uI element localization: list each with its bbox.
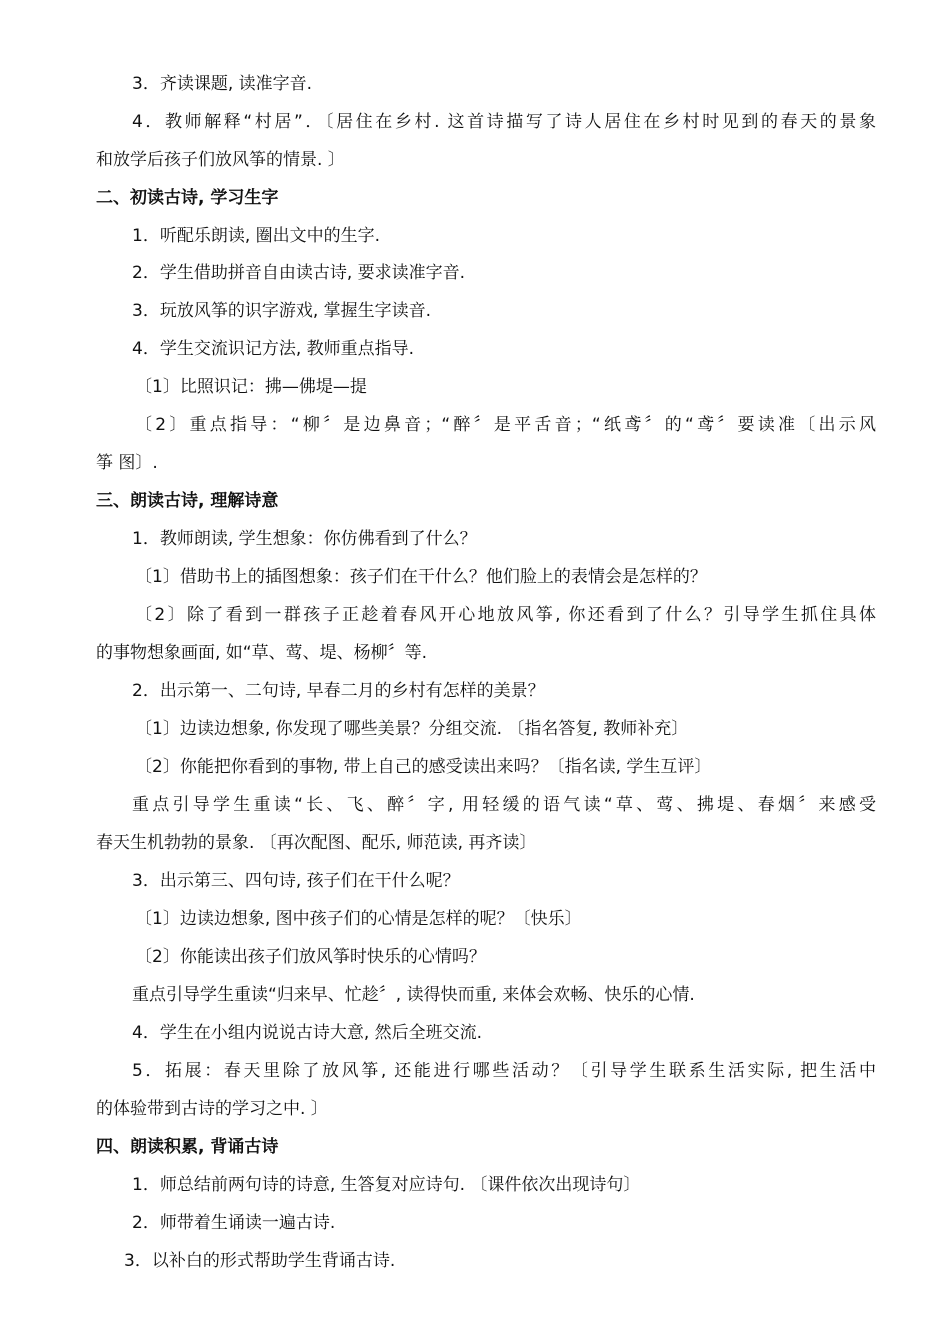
text-line: 的事物想象画面, 如“草、莺、堤、杨柳〞等. (96, 643, 428, 663)
text-line: 3．玩放风筝的识字游戏, 掌握生字读音. (132, 301, 432, 321)
section-heading: 二、初读古诗, 学习生字 (96, 188, 279, 208)
text-line: 〔1〕比照识记：拂—佛堤—提 (135, 377, 367, 397)
text-line: 筝 图〕. (96, 453, 158, 473)
text-line: 3．出示第三、四句诗, 孩子们在干什么呢？ (132, 871, 460, 891)
text-line: 〔2〕你能读出孩子们放风筝时快乐的心情吗？ (135, 947, 486, 967)
text-line: 〔1〕边读边想象, 图中孩子们的心情是怎样的呢？〔快乐〕 (135, 909, 582, 929)
text-line: 1．师总结前两句诗的诗意, 生答复对应诗句. 〔课件依次出现诗句〕 (132, 1175, 641, 1195)
text-line: 4．学生交流识记方法, 教师重点指导. (132, 339, 415, 359)
text-line: 重点引导学生重读“归来早、忙趁〞, 读得快而重, 来体会欢畅、快乐的心情. (132, 985, 695, 1005)
text-line: 1．听配乐朗读, 圈出文中的生字. (132, 226, 381, 246)
text-line: 春天生机勃勃的景象. 〔再次配图、配乐, 师范读, 再齐读〕 (96, 833, 537, 853)
text-line: 3．以补白的形式帮助学生背诵古诗. (124, 1251, 396, 1271)
text-line: 2．师带着生诵读一遍古诗. (132, 1213, 336, 1233)
text-line: 5．拓展：春天里除了放风筝, 还能进行哪些活动？〔引导学生联系生活实际, 把生活中 (132, 1061, 876, 1081)
text-line: 〔2〕重点指导：“柳〞是边鼻音；“醉〞是平舌音；“纸鸢〞的“鸢〞要读准〔出示风 (135, 415, 876, 435)
section-heading: 四、朗读积累, 背诵古诗 (96, 1137, 279, 1157)
text-line: 〔2〕你能把你看到的事物, 带上自己的感受读出来吗？〔指名读, 学生互评〕 (135, 757, 712, 777)
text-line: 1．教师朗读, 学生想象：你仿佛看到了什么？ (132, 529, 477, 549)
text-line: 3．齐读课题, 读准字音. (132, 74, 313, 94)
text-line: 〔1〕边读边想象, 你发现了哪些美景？分组交流. 〔指名答复, 教师补充〕 (135, 719, 689, 739)
text-line: 〔1〕借助书上的插图想象：孩子们在干什么？他们脸上的表情会是怎样的？ (135, 567, 707, 587)
text-line: 4．学生在小组内说说古诗大意, 然后全班交流. (132, 1023, 483, 1043)
text-line: 〔2〕除了看到一群孩子正趁着春风开心地放风筝, 你还看到了什么？引导学生抓住具体 (135, 605, 876, 625)
text-line: 的体验带到古诗的学习之中. 〕 (96, 1099, 328, 1119)
text-line: 4．教师解释“村居”．〔居住在乡村. 这首诗描写了诗人居住在乡村时见到的春天的景象 (132, 112, 876, 132)
text-line: 和放学后孩子们放风筝的情景. 〕 (96, 150, 345, 170)
text-line: 2．出示第一、二句诗, 早春二月的乡村有怎样的美景？ (132, 681, 545, 701)
text-line: 2．学生借助拼音自由读古诗, 要求读准字音. (132, 263, 466, 283)
text-line: 重点引导学生重读“长、飞、醉〞字, 用轻缓的语气读“草、莺、拂堤、春烟〞来感受 (132, 795, 876, 815)
section-heading: 三、朗读古诗, 理解诗意 (96, 491, 279, 511)
